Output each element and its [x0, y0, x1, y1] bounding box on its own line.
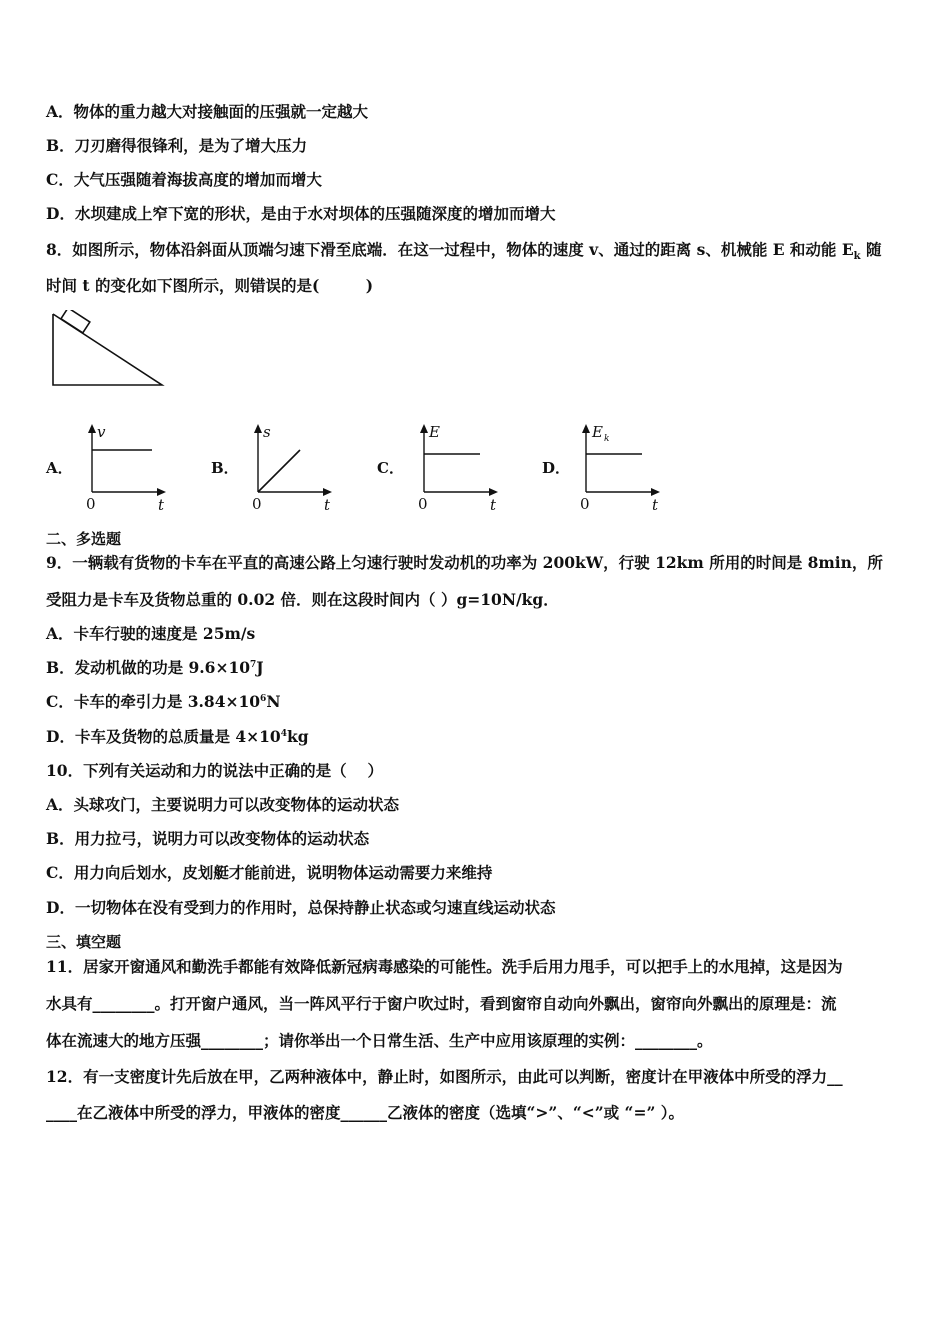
q9-stem-line2: 受阻力是卡车及货物总重的 0.02 倍．则在这段时间内（ ）g=10N/kg． [46, 590, 559, 609]
q10-stem: 10．下列有关运动和力的说法中正确的是（ ） [46, 761, 383, 780]
graph-c [414, 422, 506, 514]
graph-c-x-label: t [490, 496, 497, 514]
graph-d [576, 422, 668, 514]
q11-line3: 体在流速大的地方压强________；请你举出一个日常生活、生产中应用该原理的实例：________。 [46, 1031, 713, 1050]
graph-a [82, 422, 174, 514]
q10-option-d: D．一切物体在没有受到力的作用时，总保持静止状态或匀速直线运动状态 [46, 898, 556, 917]
q7-option-b: B．刀刃磨得很锋利，是为了增大压力 [46, 136, 308, 155]
section-fill-blank: 三、填空题 [46, 933, 122, 951]
section-multi-choice: 二、多选题 [46, 530, 122, 548]
q12-line1: 12．有一支密度计先后放在甲，乙两种液体中，静止时，如图所示，由此可以判断，密度计在甲液体中所受的浮力__ [46, 1067, 843, 1086]
q8-stem-line1: 8．如图所示，物体沿斜面从顶端匀速下滑至底端．在这一过程中，物体的速度 v、通过的距离 s、机械能 E 和动能 $E_k$ 随 [46, 240, 882, 263]
q8-option-a-label: A． [46, 459, 73, 477]
incline-figure [46, 310, 171, 392]
q10-option-b: B．用力拉弓，说明力可以改变物体的运动状态 [46, 829, 370, 848]
q8-option-d-label: D． [542, 459, 571, 477]
q9-stem-line1: 9．一辆载有货物的卡车在平直的高速公路上匀速行驶时发动机的功率为 200kW，行驶 12km 所用的时间是 8min，所 [46, 553, 883, 572]
q8-stem-line2: 时间 t 的变化如下图所示，则错误的是( ) [46, 276, 374, 295]
graph-a-y-label: v [97, 423, 106, 441]
q10-option-c: C．用力向后划水，皮划艇才能前进，说明物体运动需要力来维持 [46, 863, 493, 882]
graph-b-y-label: s [263, 423, 271, 441]
q11-line2: 水具有________。打开窗户通风，当一阵风平行于窗户吹过时，看到窗帘自动向外飘出，窗帘向外飘出的原理是：流 [46, 994, 837, 1013]
q12-line2: ____在乙液体中所受的浮力，甲液体的密度______乙液体的密度（选填“>”、“<”或 “=” ）。 [46, 1103, 684, 1122]
graph-b-line [258, 450, 300, 492]
q9-option-a: A．卡车行驶的速度是 25m/s [46, 624, 256, 643]
q9-option-b: B．发动机做的功是 $9.6\times 10^7J$ [46, 658, 264, 677]
graph-c-y-label: E [429, 423, 440, 441]
q7-option-a: A．物体的重力越大对接触面的压强就一定越大 [46, 102, 369, 121]
q7-option-d: D．水坝建成上窄下宽的形状，是由于水对坝体的压强随深度的增加而增大 [46, 204, 556, 223]
q7-option-c: C．大气压强随着海拔高度的增加而增大 [46, 170, 322, 189]
graph-a-origin: 0 [86, 495, 96, 513]
graph-b-origin: 0 [252, 495, 262, 513]
graph-b [248, 422, 340, 514]
q8-option-b-label: B． [211, 459, 239, 477]
graph-d-y-label: E [592, 423, 603, 441]
graph-d-y-sub: k [604, 434, 610, 444]
q8-option-c-label: C． [377, 459, 404, 477]
q10-option-a: A．头球攻门，主要说明力可以改变物体的运动状态 [46, 795, 400, 814]
graph-c-origin: 0 [418, 495, 428, 513]
q9-option-d: D．卡车及货物的总质量是 $4\times 10^4kg$ [46, 727, 309, 746]
q9-option-c: C．卡车的牵引力是 $3.84\times 10^6N$ [46, 692, 281, 711]
q11-line1: 11．居家开窗通风和勤洗手都能有效降低新冠病毒感染的可能性。洗手后用力甩手，可以把手上的水甩掉，这是因为 [46, 957, 843, 976]
graph-b-x-label: t [324, 496, 331, 514]
graph-d-x-label: t [652, 496, 659, 514]
graph-a-x-label: t [158, 496, 165, 514]
graph-d-origin: 0 [580, 495, 590, 513]
